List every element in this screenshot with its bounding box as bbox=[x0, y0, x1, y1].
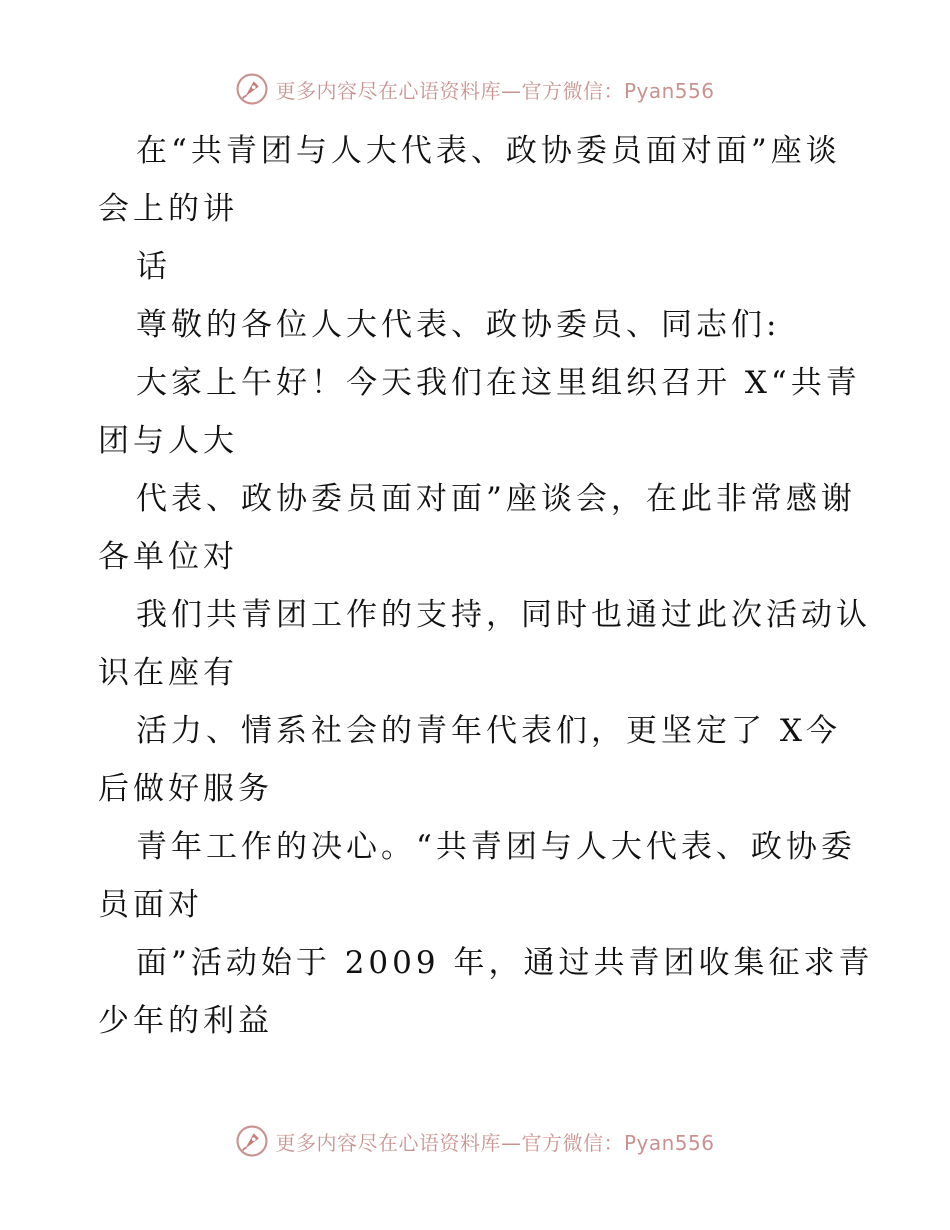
document-body bbox=[98, 122, 874, 1050]
header-watermark bbox=[0, 72, 950, 106]
text-line: 代表、政协委员面对面”座谈会，在此非常感谢 bbox=[136, 481, 856, 517]
text-line: 团与人大 bbox=[98, 423, 238, 459]
text-line: 少年的利益 bbox=[98, 1003, 273, 1039]
watermark-text: 更多内容尽在心语资料库—官方微信：Pyan556 bbox=[275, 78, 715, 103]
footer-watermark bbox=[0, 1124, 950, 1158]
text-line: 活力、情系社会的青年代表们，更坚定了 X今 bbox=[136, 713, 841, 749]
text-line: 面”活动始于 2009 年，通过共青团收集征求青 bbox=[136, 945, 874, 981]
pen-nib-logo-icon bbox=[235, 72, 269, 106]
text-line: 后做好服务 bbox=[98, 771, 273, 807]
text-line: 尊敬的各位人大代表、政协委员、同志们: bbox=[136, 307, 781, 343]
text-line: 识在座有 bbox=[98, 655, 238, 691]
text-line: 话 bbox=[136, 249, 171, 285]
text-line: 大家上午好！今天我们在这里组织召开 X“共青 bbox=[136, 365, 861, 401]
text-line: 在“共青团与人大代表、政协委员面对面”座谈 bbox=[136, 133, 841, 169]
text-line: 青年工作的决心。“共青团与人大代表、政协委 bbox=[136, 829, 856, 865]
text-line: 会上的讲 bbox=[98, 191, 238, 227]
pen-nib-logo-icon bbox=[235, 1124, 269, 1158]
text-line: 各单位对 bbox=[98, 539, 238, 575]
text-line: 员面对 bbox=[98, 887, 203, 923]
watermark-text: 更多内容尽在心语资料库—官方微信：Pyan556 bbox=[275, 1130, 715, 1155]
text-line: 我们共青团工作的支持，同时也通过此次活动认 bbox=[136, 597, 871, 633]
